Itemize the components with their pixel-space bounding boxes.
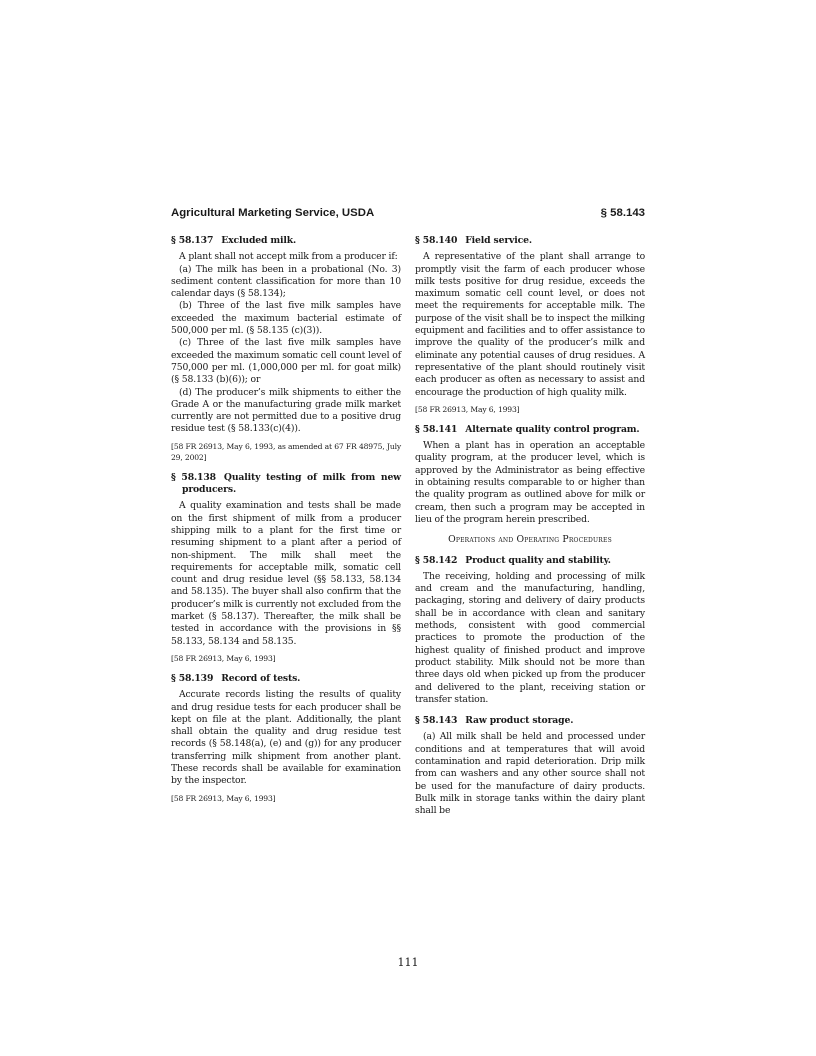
section-number: § 58.139 [171,672,214,684]
section-title: Record of tests. [221,672,301,684]
paragraph: (a) All milk shall be held and processed under conditions and at temperatures that will avoid contamination and rapid deterioration. Drip milk from can washers and any other source shall not be used for the manufacture of dairy products. Bulk milk in storage tanks within the dairy plant shall be [415,731,645,817]
paragraph: Accurate records listing the results of quality and drug residue tests for each producer shall be kept on file at the plant. Additionally, the plant shall obtain the quality and drug residue test records (§ 58.148(a), (e) and (g)) for any producer transferring milk shipment from another plant. These records shall be available for examination by the inspector. [171,689,401,787]
subpart-heading: Operations and Operating Procedures [448,534,612,546]
paragraph: When a plant has in operation an acceptable quality program, at the producer level, which is approved by the Administrator as being effective in obtaining results comparable to or higher than the quality program as outlined above for milk or cream, then such a program may be accepted in lieu of the program herein prescribed. [415,440,645,525]
citation: [58 FR 26913, May 6, 1993] [171,793,276,803]
section-58-139 [171,673,401,804]
paragraph: The receiving, holding and processing of milk and cream and the manufacturing, handling, packaging, storing and delivery of dairy products shall be in accordance with clean and sanitary methods, consistent with good commercial practices to promote the production of the highest quality of finished product and improve product stability. Milk should not be more than three days old when picked up from the producer and delivered to the plant, receiving station or transfer station. [415,570,645,705]
header-section-number: § 58.143 [600,207,645,219]
section-58-137 [171,235,401,463]
section-heading [171,472,401,497]
section-heading [415,235,645,247]
section-title: Alternate quality control program. [465,423,640,435]
page-number: 111 [397,956,419,969]
paragraph: A representative of the plant shall arrange to promptly visit the farm of each producer whose milk tests positive for drug residue, exceeds the maximum somatic cell count level, or does not meet the requirements for acceptable milk. The purpose of the visit shall be to inspect the milking equipment and facilities and to offer assistance to improve the quality of the producer’s milk and eliminate any potential causes of drug residues. A representative of the plant should routinely visit each producer as often as necessary to assist and encourage the production of high quality milk. [415,251,645,398]
section-heading [415,424,645,436]
section-number: § 58.138 [171,471,216,483]
paragraph: (d) The producer’s milk shipments to either the Grade A or the manufacturing grade milk market currently are not permitted due to a positive drug residue test (§ 58.133(c)(4)). [171,386,401,435]
citation: [58 FR 26913, May 6, 1993, as amended at 67 FR 48975, July 29, 2002] [171,441,401,462]
citation: [58 FR 26913, May 6, 1993] [171,653,276,663]
section-title: Field service. [465,235,532,246]
left-column [171,235,401,813]
paragraph: A plant shall not accept milk from a producer if: [179,251,398,263]
section-heading [171,673,401,685]
citation: [58 FR 26913, May 6, 1993] [415,404,520,414]
section-heading [171,235,401,247]
section-58-141 [415,424,645,526]
section-heading [415,715,645,727]
section-title: Excluded milk. [221,235,297,246]
right-column [415,235,645,817]
section-58-140 [415,235,645,415]
section-number: § 58.141 [415,423,458,435]
section-number: § 58.142 [415,554,458,566]
section-number: § 58.140 [415,235,458,246]
section-58-138 [171,472,401,664]
section-number: § 58.143 [415,715,458,727]
section-58-142 [415,555,645,707]
paragraph: (c) Three of the last five milk samples have exceeded the maximum somatic cell count level of 750,000 per ml. (1,000,000 per ml. for goat milk) (§ 58.133 (b)(6)); or [171,337,401,386]
section-heading [415,555,645,567]
section-number: § 58.137 [171,235,214,246]
paragraph: (a) The milk has been in a probational (No. 3) sediment content classification for more than 10 calendar days (§ 58.134); [171,263,401,300]
paragraph: A quality examination and tests shall be made on the first shipment of milk from a producer shipping milk to a plant for the first time or resuming shipment to a plant after a period of non-shipment. The milk shall meet the requirements for acceptable milk, somatic cell count and drug residue level (§§ 58.133, 58.134 and 58.135). The buyer shall also confirm that the producer’s milk is currently not excluded from the market (§ 58.137). Thereafter, the milk shall be tested in accordance with the provisions in §§ 58.133, 58.134 and 58.135. [171,500,401,647]
section-title: Raw product storage. [465,715,574,727]
section-title: Quality testing of milk from new producers. [182,471,401,496]
section-title: Product quality and stability. [465,554,611,566]
paragraph: (b) Three of the last five milk samples have exceeded the maximum bacterial estimate of 500,000 per ml. (§ 58.135 (c)(3)). [171,300,401,337]
running-head [171,207,645,223]
agency-title: Agricultural Marketing Service, USDA [171,207,375,219]
section-58-143 [415,715,645,817]
